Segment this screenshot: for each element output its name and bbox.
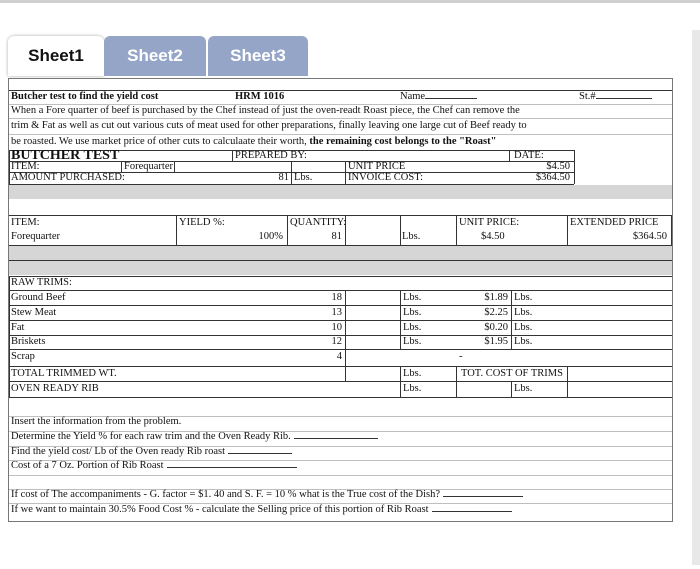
- col-line: [176, 215, 177, 245]
- quantity-value: 81: [331, 231, 342, 242]
- col-line: [345, 161, 346, 184]
- col-line: [511, 290, 512, 350]
- butcher-test-title: BUTCHER TEST: [11, 148, 120, 163]
- intro-line: When a Fore quarter of beef is purchased by the Chef instead of just the oven-readt Roast piece, the Chef can remove the: [11, 105, 520, 116]
- col-header-unit-price: UNIT PRICE:: [459, 217, 520, 228]
- student-field[interactable]: [579, 90, 652, 104]
- answer-blank[interactable]: [228, 453, 292, 454]
- answer-blank[interactable]: [432, 511, 512, 512]
- separator-row: [9, 185, 672, 199]
- oven-ready-unit: Lbs.: [403, 383, 422, 394]
- intro-text: be roasted. We use market price of other cuts to calculaate their worth,: [11, 136, 307, 147]
- row-line: [9, 397, 672, 398]
- trim-price: -: [459, 351, 463, 362]
- col-line: [511, 381, 512, 397]
- trim-qty: 10: [331, 322, 342, 333]
- col-line: [567, 215, 568, 245]
- col-line: [456, 366, 457, 397]
- col-line: [9, 276, 10, 397]
- trim-unit: Lbs.: [403, 322, 422, 333]
- trim-name: Stew Meat: [11, 307, 57, 318]
- tab-sheet3[interactable]: Sheet3: [208, 36, 308, 76]
- final-question: [11, 488, 523, 502]
- trim-unit: Lbs.: [403, 307, 422, 318]
- col-line: [232, 150, 233, 161]
- intro-line: [11, 135, 496, 149]
- course-code: HRM 1016: [235, 91, 285, 102]
- trim-price-unit: Lbs.: [514, 336, 533, 347]
- trim-unit: Lbs.: [403, 336, 422, 347]
- answer-blank[interactable]: [443, 496, 523, 497]
- final-question-text: If we want to maintain 30.5% Food Cost % - calculate the Selling price of this portion of Rib Roast: [11, 504, 429, 515]
- trim-price: $2.25: [484, 307, 508, 318]
- oven-ready-price-unit: Lbs.: [514, 383, 533, 394]
- quantity-unit: Lbs.: [402, 231, 421, 242]
- total-trimmed-label: TOTAL TRIMMED WT.: [11, 368, 117, 379]
- unit-price-value-main: $4.50: [481, 231, 505, 242]
- item-forequarter: Forequarter: [11, 231, 60, 242]
- row-line: [9, 381, 672, 382]
- item-label: ITEM:: [11, 161, 40, 172]
- name-blank: [425, 98, 477, 99]
- col-line: [567, 366, 568, 397]
- vertical-scrollbar[interactable]: [692, 30, 700, 565]
- question-text: Cost of a 7 Oz. Portion of Rib Roast: [11, 460, 164, 471]
- trim-unit: Lbs.: [403, 292, 422, 303]
- oven-ready-label: OVEN READY RIB: [11, 383, 99, 394]
- separator-row: [9, 261, 672, 275]
- item-value: Forequarter: [124, 161, 173, 172]
- student-blank: [596, 98, 652, 99]
- separator-row: [9, 246, 672, 260]
- total-trimmed-unit: Lbs.: [403, 368, 422, 379]
- invoice-label: INVOICE COST:: [348, 172, 424, 183]
- question-text: Find the yield cost/ Lb of the Oven ready Rib roast: [11, 446, 226, 457]
- name-label: Name: [400, 91, 426, 102]
- amount-value: 81: [278, 172, 289, 183]
- col-line: [174, 161, 175, 172]
- col-line: [509, 150, 510, 161]
- col-header-quantity: QUANTITY:: [290, 217, 347, 228]
- student-label: St.#: [579, 91, 596, 102]
- window-top-edge: [0, 0, 700, 3]
- intro-line: trim & Fat as well as cut out various cuts of meat used for other preparations, finally leaving one large cut of Beef ready to: [11, 120, 527, 131]
- final-question-text: If cost of The accompaniments - G. factor = $1. 40 and S. F. = 10 % what is the True cost of the Dish?: [11, 489, 440, 500]
- trim-qty: 12: [331, 336, 342, 347]
- unit-price-value: $4.50: [546, 161, 570, 172]
- date-label: DATE:: [514, 150, 544, 161]
- answer-blank[interactable]: [294, 438, 378, 439]
- col-line: [574, 150, 575, 184]
- row-line: [9, 475, 672, 476]
- trim-qty: 18: [331, 292, 342, 303]
- question-line: Insert the information from the problem.: [11, 416, 182, 427]
- col-line: [400, 215, 401, 245]
- col-line: [400, 290, 401, 350]
- invoice-value: $364.50: [535, 172, 570, 183]
- worksheet: [8, 78, 673, 522]
- trim-name: Scrap: [11, 351, 35, 362]
- row-line: [9, 276, 672, 277]
- trim-price: $0.20: [484, 322, 508, 333]
- unit-price-label: UNIT PRICE: [348, 161, 406, 172]
- col-line: [291, 161, 292, 184]
- trim-name: Fat: [11, 322, 25, 333]
- amount-unit: Lbs.: [294, 172, 313, 183]
- col-line: [121, 161, 122, 172]
- col-line: [456, 215, 457, 245]
- yield-value: 100%: [258, 231, 283, 242]
- trim-price-unit: Lbs.: [514, 292, 533, 303]
- raw-trims-label: RAW TRIMS:: [11, 277, 72, 288]
- col-header-item: ITEM:: [11, 217, 40, 228]
- question-text: Determine the Yield % for each raw trim and the Oven Ready Rib.: [11, 431, 291, 442]
- extended-price-value: $364.50: [632, 231, 667, 242]
- col-line: [287, 215, 288, 245]
- tot-cost-label: TOT. COST OF TRIMS: [461, 368, 563, 379]
- trim-name: Briskets: [11, 336, 46, 347]
- tab-sheet2[interactable]: Sheet2: [104, 36, 206, 76]
- trim-price: $1.89: [484, 292, 508, 303]
- col-header-extended: EXTENDED PRICE: [570, 217, 659, 228]
- amount-label: AMOUNT PURCHASED:: [11, 172, 125, 183]
- col-line: [345, 290, 346, 381]
- col-header-yield: YIELD %:: [179, 217, 225, 228]
- trim-price-unit: Lbs.: [514, 307, 533, 318]
- trim-qty: 13: [331, 307, 342, 318]
- trim-name: Ground Beef: [11, 292, 66, 303]
- col-line: [400, 366, 401, 397]
- sheet-title: Butcher test to find the yield cost: [11, 91, 159, 102]
- prepared-by-label: PREPARED BY:: [235, 150, 307, 161]
- tab-sheet1[interactable]: Sheet1: [8, 36, 104, 76]
- answer-blank[interactable]: [167, 467, 297, 468]
- trim-price-unit: Lbs.: [514, 322, 533, 333]
- final-question: [11, 503, 512, 517]
- col-line: [671, 215, 672, 245]
- trim-price: $1.95: [484, 336, 508, 347]
- question-line: [11, 430, 378, 444]
- intro-bold: the remaining cost belongs to the "Roast": [306, 136, 497, 147]
- name-field[interactable]: [400, 90, 477, 104]
- col-line: [9, 150, 10, 184]
- trim-qty: 4: [336, 351, 342, 362]
- question-line: [11, 445, 292, 459]
- question-line: [11, 459, 297, 473]
